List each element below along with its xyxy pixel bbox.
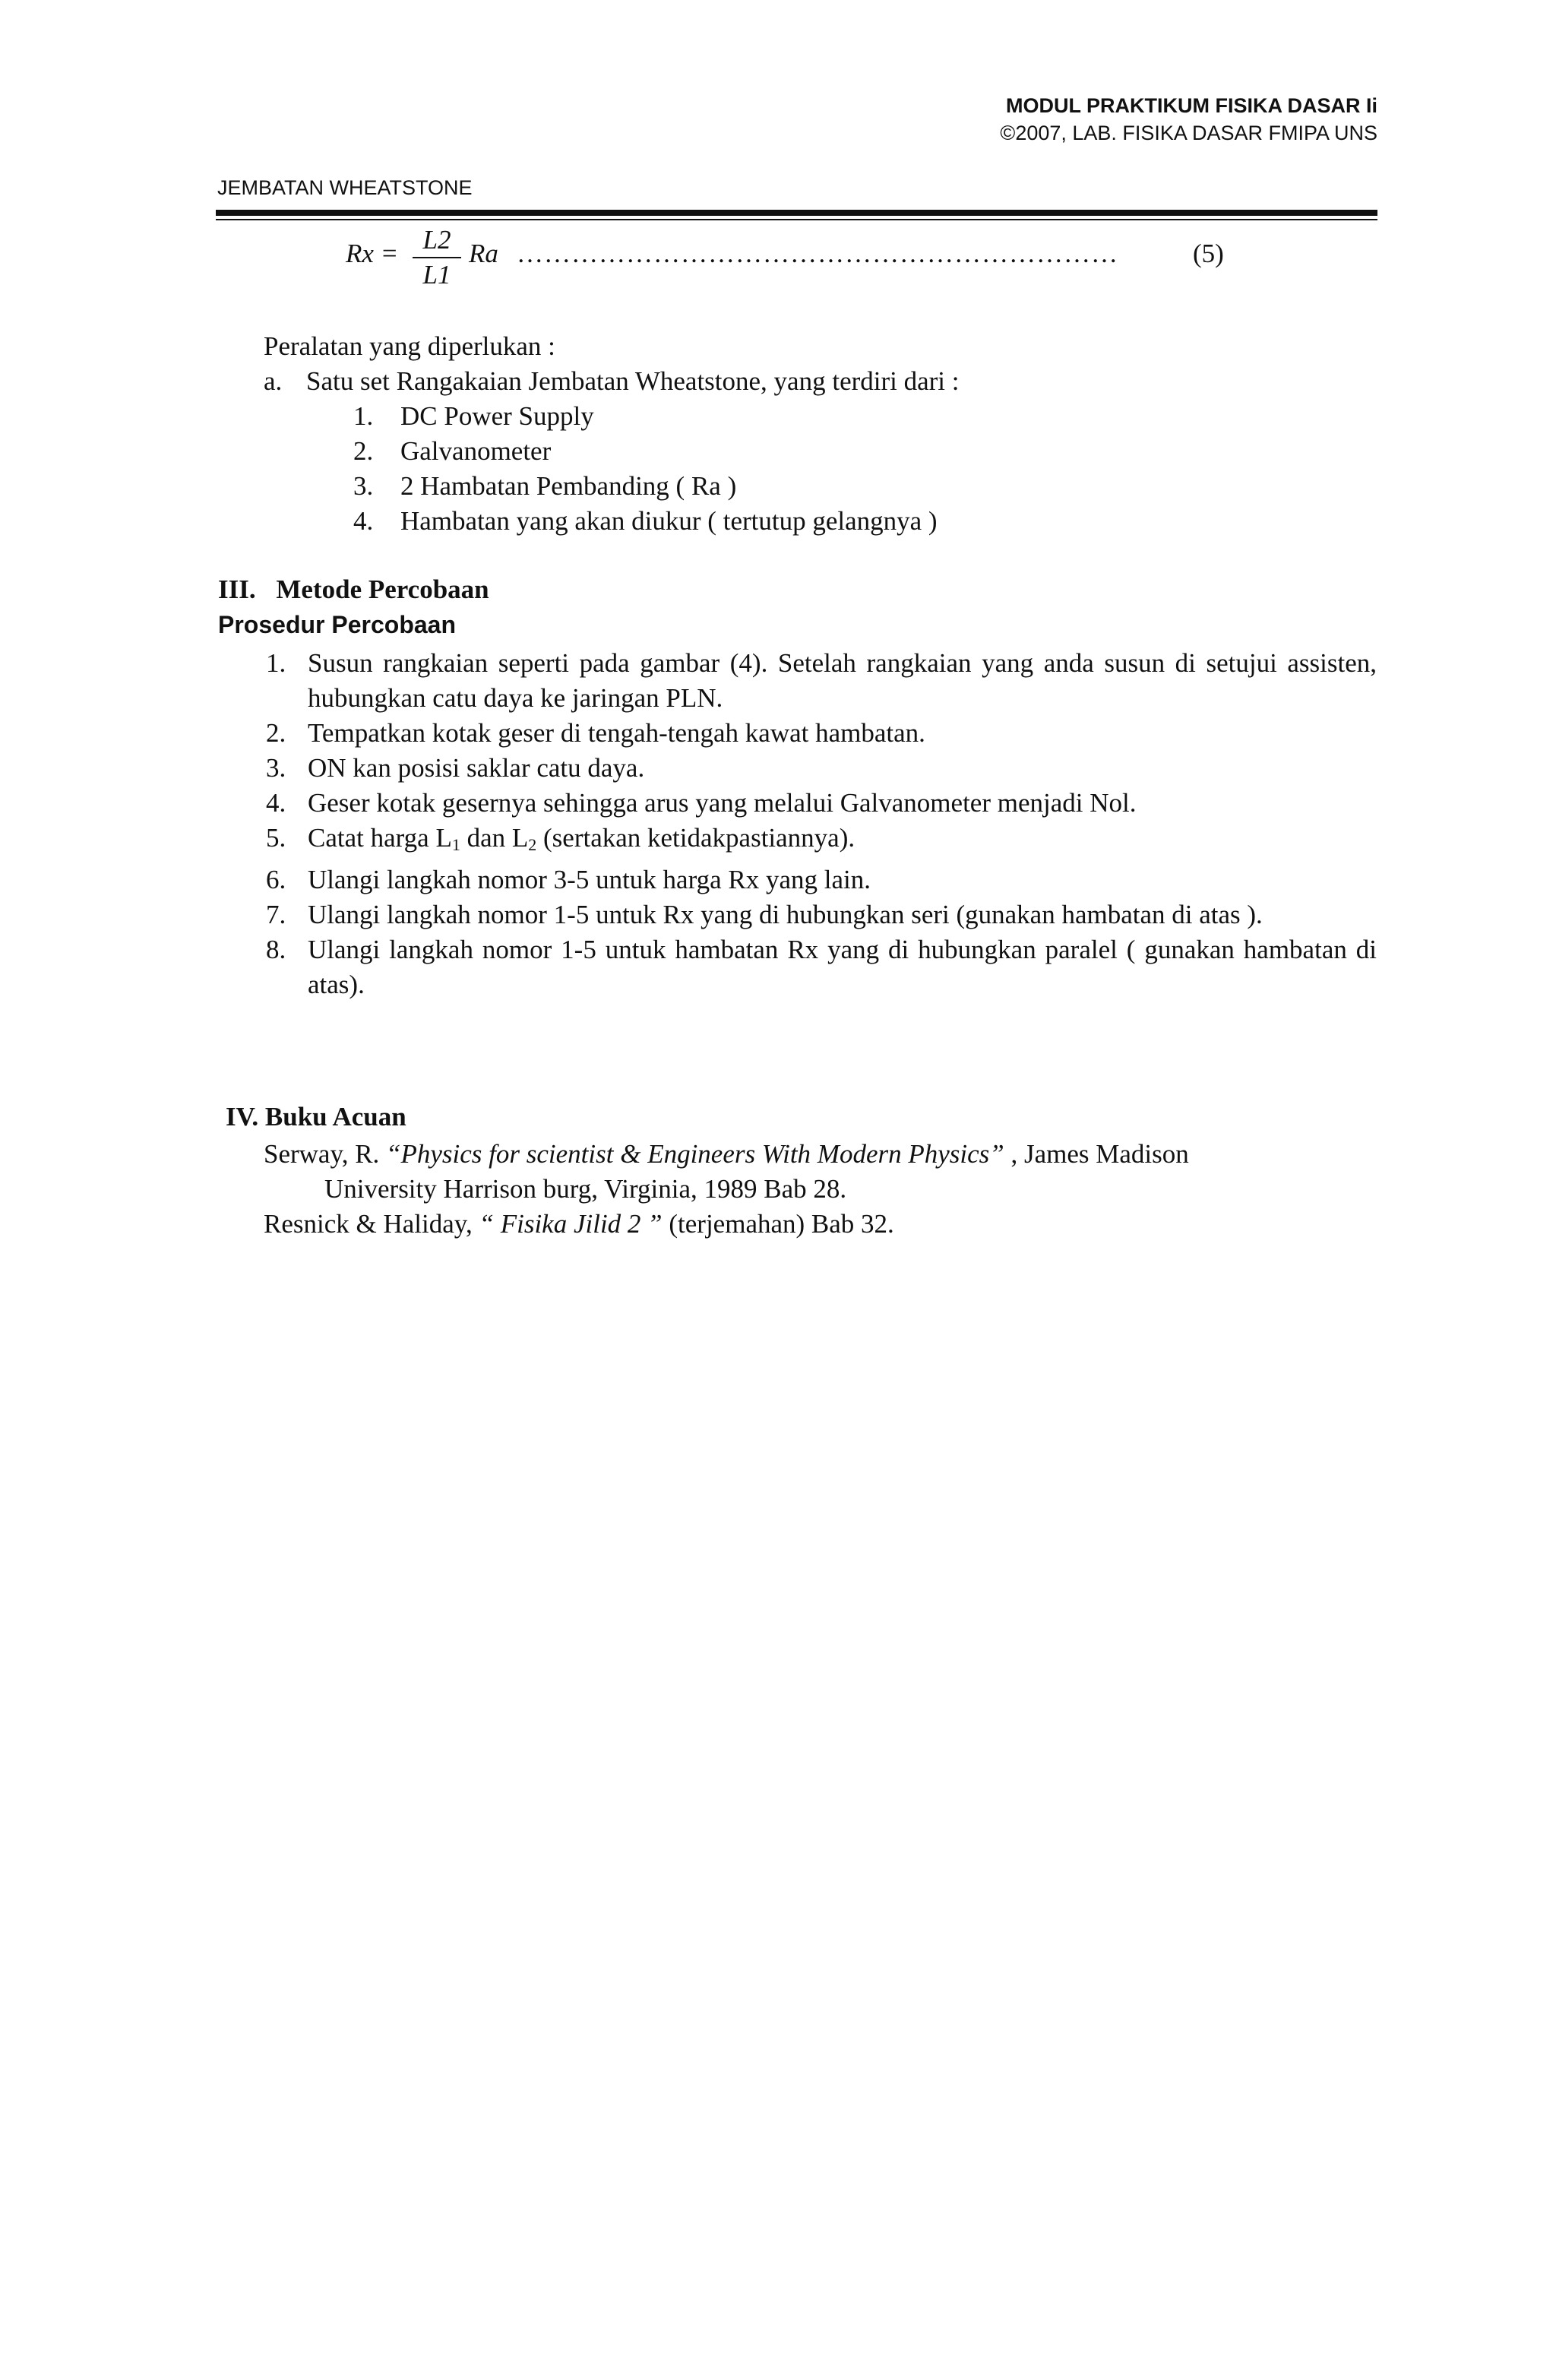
item-a-text: Satu set Rangakaian Jembatan Wheatstone, yang terdiri dari : — [306, 366, 960, 396]
list-item-number: 1. — [353, 401, 374, 431]
step-number: 8. — [266, 935, 286, 964]
equipment-section — [264, 329, 1373, 539]
list-item — [264, 434, 1373, 469]
section-3-heading — [218, 574, 489, 605]
reference-title: “ Fisika Jilid 2 ” — [479, 1209, 663, 1239]
subscript-1: 1 — [451, 835, 460, 854]
procedure-step — [266, 862, 1377, 897]
list-item-text: DC Power Supply — [400, 401, 594, 431]
step-text: Ulangi langkah nomor 1-5 untuk hambatan Rx yang di hubungkan paralel ( gunakan hambatan di atas). — [308, 935, 1377, 999]
section-4-heading: IV. Buku Acuan — [226, 1102, 406, 1131]
step-text: Geser kotak gesernya sehingga arus yang melalui Galvanometer menjadi Nol. — [308, 788, 1137, 818]
step-number: 4. — [266, 788, 286, 818]
reference-note: (terjemahan) Bab 32. — [662, 1209, 894, 1239]
step-number: 5. — [266, 823, 286, 853]
step-text: Ulangi langkah nomor 3-5 untuk harga Rx yang lain. — [308, 865, 871, 894]
reference-line — [264, 1207, 1380, 1242]
copyright-line: ©2007, LAB. FISIKA DASAR FMIPA UNS — [1000, 122, 1377, 144]
procedure-step — [266, 897, 1377, 932]
list-item-text: 2 Hambatan Pembanding ( Ra ) — [400, 471, 737, 501]
reference-item — [264, 1207, 1380, 1242]
step-text: Tempatkan kotak geser di tengah-tengah kawat hambatan. — [308, 718, 925, 748]
step-number: 1. — [266, 648, 286, 678]
step-text-part: (sertakan ketidakpastiannya). — [536, 823, 855, 853]
procedure-subheading: Prosedur Percobaan — [218, 611, 456, 638]
module-title: MODUL PRAKTIKUM FISIKA DASAR Ii — [1006, 94, 1377, 117]
list-item-number: 3. — [353, 471, 374, 501]
reference-line-continued: University Harrison burg, Virginia, 1989 Bab 28. — [324, 1174, 847, 1204]
procedure-step — [266, 821, 1377, 862]
fraction-bar — [413, 257, 461, 258]
list-item-text: Hambatan yang akan diukur ( tertutup gelangnya ) — [400, 506, 938, 536]
section-3-numeral: III. — [218, 574, 256, 604]
running-title: JEMBATAN WHEATSTONE — [217, 176, 473, 199]
procedure-step — [266, 751, 1377, 786]
fraction-denominator: L1 — [422, 260, 451, 290]
step-text — [308, 823, 855, 853]
header-rule-thick — [216, 210, 1377, 216]
reference-line — [264, 1137, 1380, 1172]
list-item-number: 2. — [353, 436, 374, 466]
fraction-numerator: L2 — [422, 225, 451, 255]
reference-item — [264, 1137, 1380, 1207]
equation-factor: Ra — [469, 239, 498, 268]
step-text: ON kan posisi saklar catu daya. — [308, 753, 645, 783]
step-number: 6. — [266, 865, 286, 894]
step-number: 3. — [266, 753, 286, 783]
procedure-step — [266, 716, 1377, 751]
reference-author: Serway, R. — [264, 1139, 380, 1169]
list-item-number: 4. — [353, 506, 374, 536]
step-number: 2. — [266, 718, 286, 748]
equipment-item-a — [264, 364, 1373, 399]
step-text: Susun rangkaian seperti pada gambar (4). Setelah rangkaian yang anda susun di setujui assisten, hubungkan catu daya ke jaringan PLN. — [308, 648, 1377, 713]
procedure-step — [266, 932, 1377, 1002]
equipment-sublist — [264, 399, 1373, 539]
equation-leader-dots: ………………………………………………………… — [517, 239, 1118, 268]
list-item-text: Galvanometer — [400, 436, 552, 466]
equation-fraction — [413, 225, 461, 290]
step-text: Ulangi langkah nomor 1-5 untuk Rx yang di hubungkan seri (gunakan hambatan di atas ). — [308, 900, 1263, 929]
reference-title: “Physics for scientist & Engineers With Modern Physics” — [386, 1139, 1004, 1169]
list-item — [264, 399, 1373, 434]
header-rule-thin — [216, 219, 1377, 220]
equation-number: (5) — [1193, 239, 1224, 268]
equipment-intro: Peralatan yang diperlukan : — [264, 331, 555, 361]
list-item — [264, 504, 1373, 539]
equation-lhs: Rx = — [346, 239, 399, 268]
step-text-part: dan L — [460, 823, 529, 853]
list-item — [264, 469, 1373, 504]
reference-author: Resnick & Haliday, — [264, 1209, 473, 1239]
equation-5 — [346, 225, 1235, 301]
item-a-label: a. — [264, 366, 283, 396]
procedure-step — [266, 646, 1377, 716]
reference-publisher: , James Madison — [1004, 1139, 1189, 1169]
section-3-title: Metode Percobaan — [276, 574, 489, 604]
procedure-step — [266, 786, 1377, 821]
subscript-2: 2 — [528, 835, 537, 854]
step-number: 7. — [266, 900, 286, 929]
step-text-part: Catat harga L — [308, 823, 452, 853]
procedure-list — [266, 646, 1377, 1002]
